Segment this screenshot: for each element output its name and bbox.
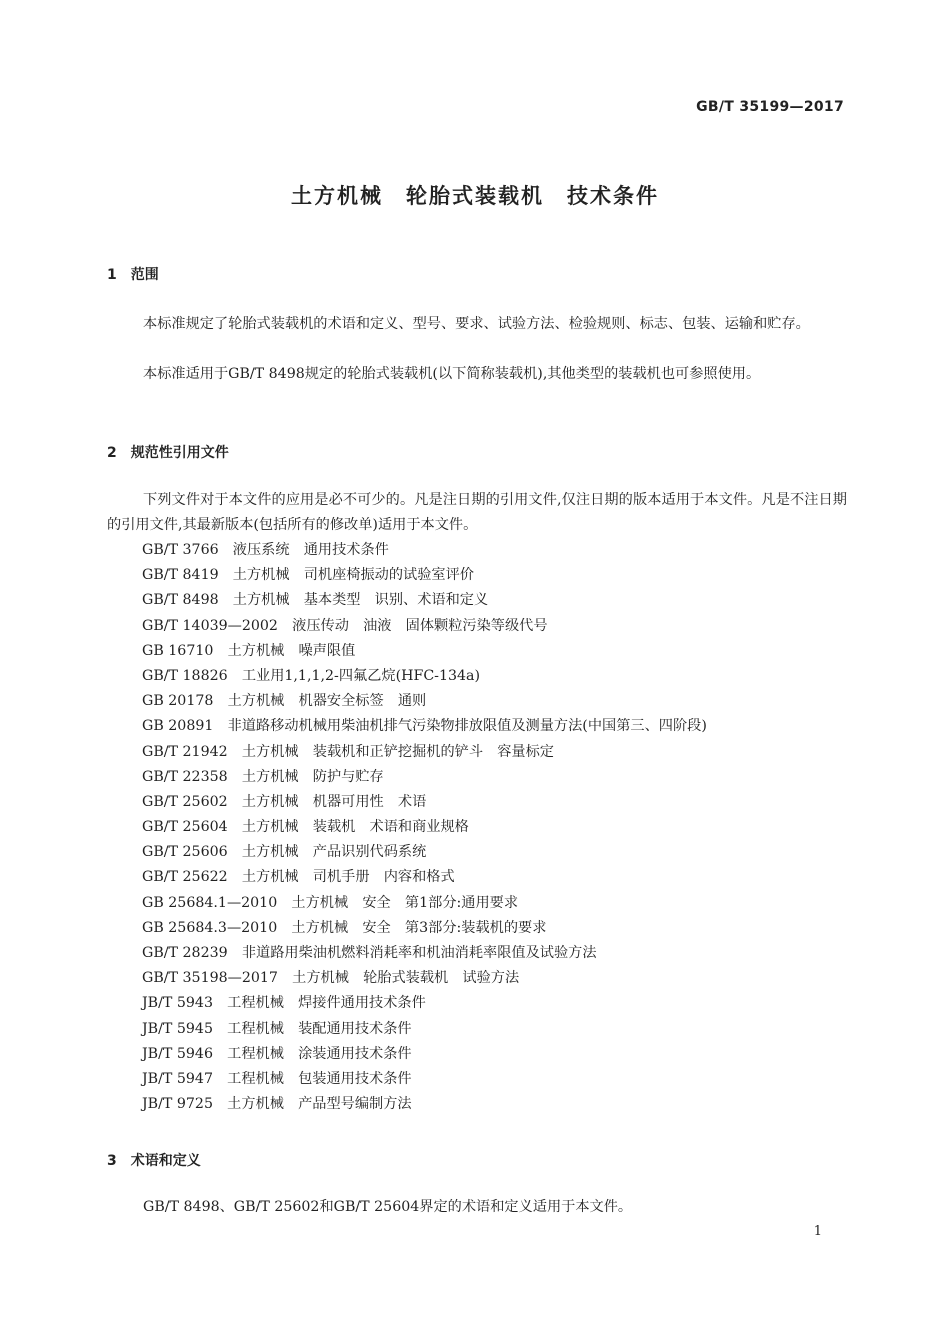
reference-item: GB/T 3766 液压系统 通用技术条件 — [142, 542, 389, 558]
section-3-paragraph-1: GB/T 8498、GB/T 25602和GB/T 25604界定的术语和定义适用于本文件。 — [143, 1199, 633, 1215]
reference-list — [142, 538, 707, 1117]
reference-item: GB/T 22358 土方机械 防护与贮存 — [142, 768, 384, 785]
reference-item: GB/T 8498 土方机械 基本类型 识别、术语和定义 — [142, 592, 489, 609]
reference-item: GB/T 8419 土方机械 司机座椅振动的试验室评价 — [142, 567, 474, 584]
reference-item: JB/T 9725 土方机械 产品型号编制方法 — [142, 1096, 412, 1113]
section-2-heading: 2 规范性引用文件 — [107, 445, 229, 461]
reference-item: GB/T 18826 工业用1,1,1,2-四氟乙烷(HFC-134a) — [142, 667, 481, 684]
reference-item: JB/T 5945 工程机械 装配通用技术条件 — [142, 1020, 412, 1037]
reference-item: GB/T 25606 土方机械 产品识别代码系统 — [142, 844, 427, 861]
section-1-paragraph-2: 本标准适用于GB/T 8498规定的轮胎式装载机(以下简称装载机),其他类型的装载机也可参照使用。 — [143, 366, 761, 382]
reference-item: JB/T 5946 工程机械 涂装通用技术条件 — [142, 1045, 412, 1062]
reference-item: GB 25684.1—2010 土方机械 安全 第1部分:通用要求 — [142, 894, 519, 911]
document-title: 土方机械 轮胎式装载机 技术条件 — [291, 184, 659, 208]
reference-item: GB 20178 土方机械 机器安全标签 通则 — [142, 693, 427, 710]
reference-item: GB 20891 非道路移动机械用柴油机排气污染物排放限值及测量方法(中国第三、四阶段) — [142, 718, 707, 735]
reference-item: GB/T 35198—2017 土方机械 轮胎式装载机 试验方法 — [142, 970, 520, 987]
section-3-heading: 3 术语和定义 — [107, 1153, 201, 1169]
standard-code: GB/T 35199—2017 — [696, 99, 844, 115]
page-number: 1 — [813, 1224, 822, 1239]
section-2-paragraph-1: 下列文件对于本文件的应用是必不可少的。凡是注日期的引用文件,仅注日期的版本适用于本文件。凡是不注日期的引用文件,其最新版本(包括所有的修改单)适用于本文件。 — [107, 492, 847, 533]
reference-item: GB/T 25602 土方机械 机器可用性 术语 — [142, 793, 427, 810]
section-1-heading: 1 范围 — [107, 267, 159, 283]
reference-item: GB 16710 土方机械 噪声限值 — [142, 642, 356, 659]
reference-item: JB/T 5943 工程机械 焊接件通用技术条件 — [142, 995, 426, 1012]
reference-item: GB 25684.3—2010 土方机械 安全 第3部分:装载机的要求 — [142, 919, 547, 936]
reference-item: GB/T 25604 土方机械 装载机 术语和商业规格 — [142, 819, 469, 836]
reference-item: JB/T 5947 工程机械 包装通用技术条件 — [142, 1070, 412, 1087]
reference-item: GB/T 25622 土方机械 司机手册 内容和格式 — [142, 869, 455, 886]
reference-item: GB/T 21942 土方机械 装载机和正铲挖掘机的铲斗 容量标定 — [142, 743, 554, 760]
reference-item: GB/T 28239 非道路用柴油机燃料消耗率和机油消耗率限值及试验方法 — [142, 945, 597, 961]
reference-item: GB/T 14039—2002 液压传动 油液 固体颗粒污染等级代号 — [142, 617, 548, 634]
section-1-paragraph-1: 本标准规定了轮胎式装载机的术语和定义、型号、要求、试验方法、检验规则、标志、包装、运输和贮存。 — [143, 316, 810, 332]
